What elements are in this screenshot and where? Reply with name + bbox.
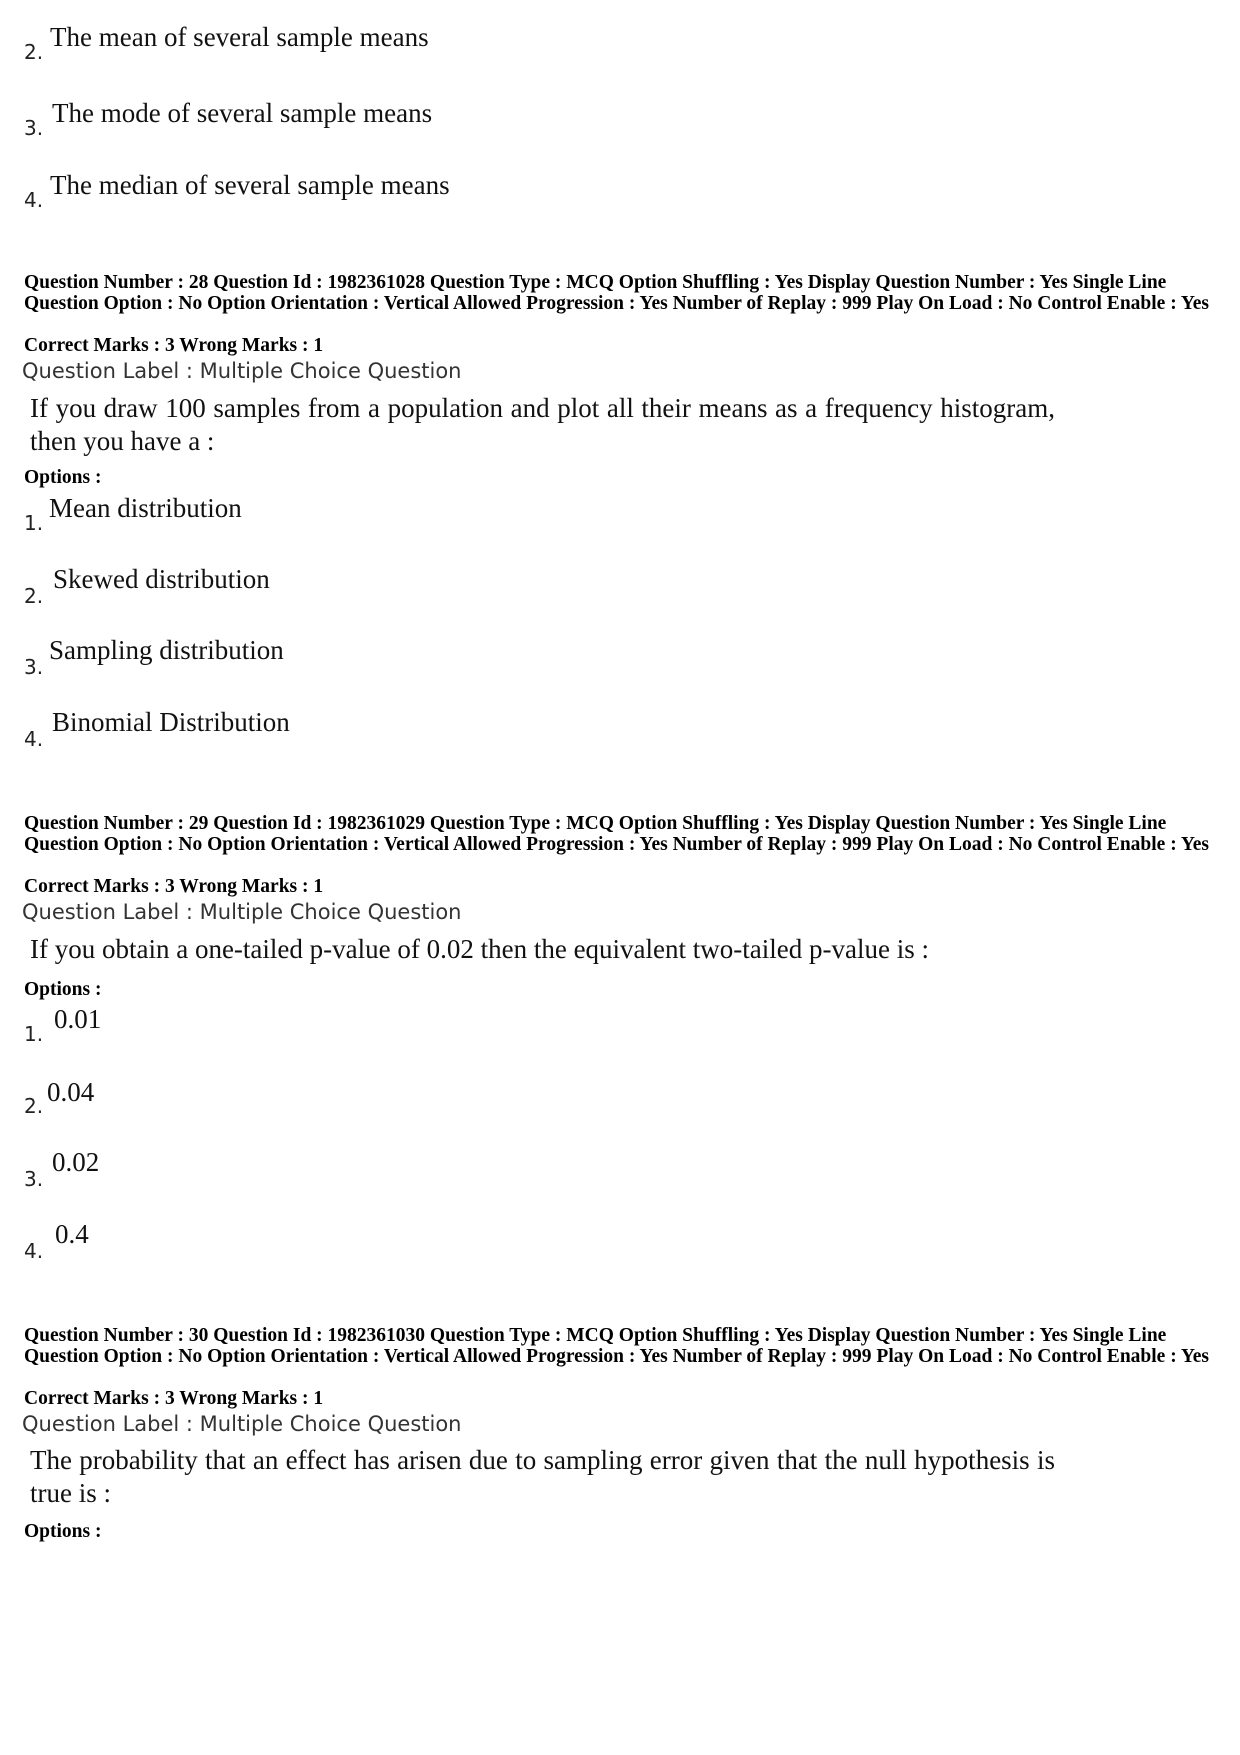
question-meta: Question Number : 30 Question Id : 1982361030 Question Type : MCQ Option Shuffling : Yes Display Question Number : Yes Single Line Question Option : No Option Orientation : Vertical Allowed Progression : Yes Number of Replay : 999 Play On Load : No Control Enable : Yes <box>24 1325 1210 1367</box>
option-text: The mean of several sample means <box>50 22 429 52</box>
option-text: Binomial Distribution <box>52 707 290 737</box>
options-heading: Options : <box>24 979 102 1000</box>
option-text: 0.02 <box>52 1147 100 1177</box>
option-number: 1. <box>24 511 44 535</box>
option-number: 4. <box>24 1239 44 1263</box>
option-text: The mode of several sample means <box>52 98 433 128</box>
option-number: 2. <box>24 584 44 608</box>
option-number: 3. <box>24 1167 44 1191</box>
option-number: 2. <box>24 1094 44 1118</box>
option-text: 0.04 <box>47 1077 95 1107</box>
option-number: 1. <box>24 1022 44 1046</box>
question-label: Question Label : Multiple Choice Question <box>22 1412 462 1436</box>
question-marks: Correct Marks : 3 Wrong Marks : 1 <box>24 1388 324 1409</box>
question-text: If you draw 100 samples from a population and plot all their means as a frequency histogram, then you have a : <box>30 393 1055 456</box>
options-heading: Options : <box>24 1521 102 1542</box>
question-label: Question Label : Multiple Choice Question <box>22 900 462 924</box>
option-number: 3. <box>24 655 44 679</box>
option-number: 4. <box>24 188 44 212</box>
question-meta: Question Number : 29 Question Id : 1982361029 Question Type : MCQ Option Shuffling : Yes Display Question Number : Yes Single Line Question Option : No Option Orientation : Vertical Allowed Progression : Yes Number of Replay : 999 Play On Load : No Control Enable : Yes <box>24 813 1210 855</box>
question-text: If you obtain a one-tailed p-value of 0.02 then the equivalent two-tailed p-value is : <box>30 934 929 964</box>
option-number: 3. <box>24 116 44 140</box>
option-text: The median of several sample means <box>50 170 450 200</box>
option-text: Sampling distribution <box>49 635 284 665</box>
option-text: 0.01 <box>54 1004 102 1034</box>
option-number: 4. <box>24 727 44 751</box>
question-marks: Correct Marks : 3 Wrong Marks : 1 <box>24 335 324 356</box>
question-meta: Question Number : 28 Question Id : 1982361028 Question Type : MCQ Option Shuffling : Yes Display Question Number : Yes Single Line Question Option : No Option Orientation : Vertical Allowed Progression : Yes Number of Replay : 999 Play On Load : No Control Enable : Yes <box>24 272 1210 314</box>
question-label: Question Label : Multiple Choice Question <box>22 359 462 383</box>
question-marks: Correct Marks : 3 Wrong Marks : 1 <box>24 876 324 897</box>
option-text: Skewed distribution <box>53 564 270 594</box>
option-text: 0.4 <box>55 1219 89 1249</box>
options-heading: Options : <box>24 467 102 488</box>
option-text: Mean distribution <box>49 493 242 523</box>
question-text: The probability that an effect has arisen due to sampling error given that the null hypothesis is true is : <box>30 1445 1055 1508</box>
option-number: 2. <box>24 40 44 64</box>
